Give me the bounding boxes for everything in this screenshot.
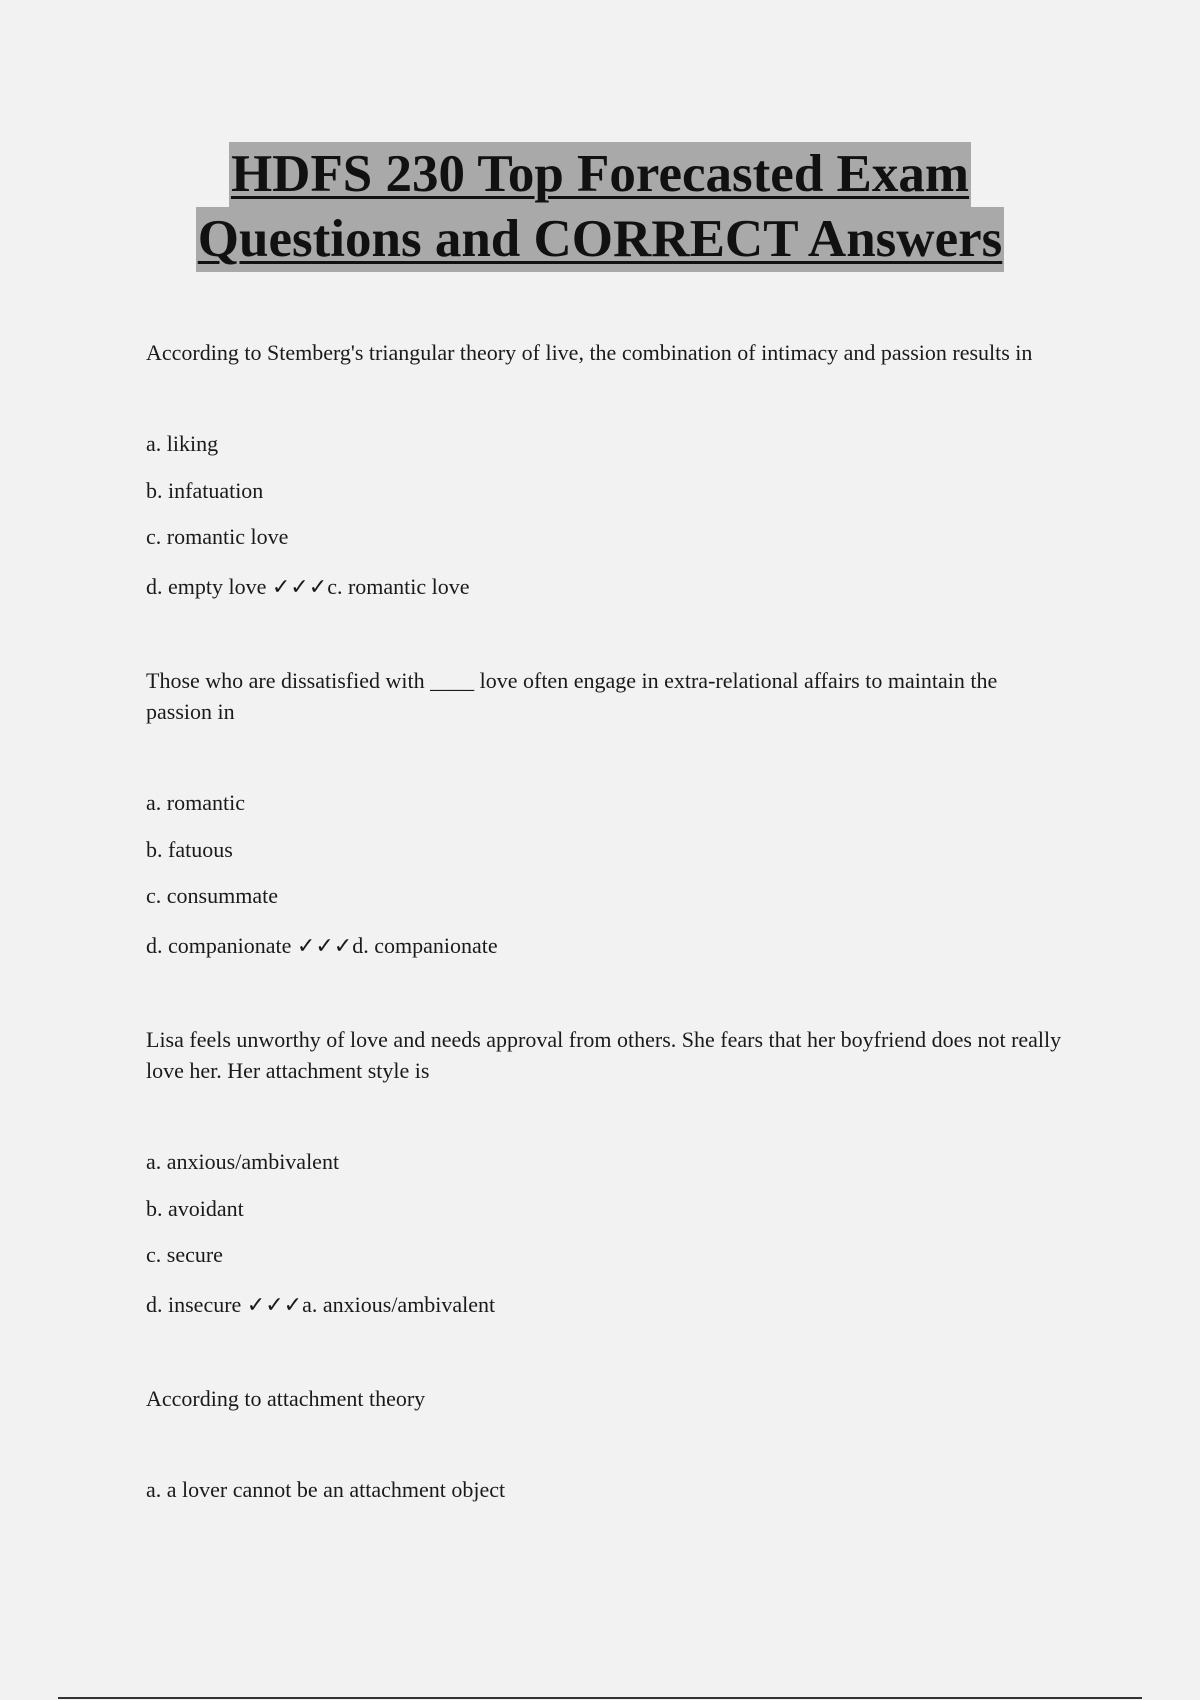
footer-divider — [58, 1697, 1142, 1699]
question-block-1 — [146, 337, 1066, 603]
option-d — [146, 1289, 1066, 1321]
page-title — [0, 142, 1200, 272]
option-c: c. romantic love — [146, 524, 289, 549]
option-d-label: d. empty love — [146, 574, 267, 599]
checkmark-icon: ✓✓✓ — [246, 1293, 303, 1318]
question-text: According to attachment theory — [146, 1386, 426, 1411]
option-d-label: d. companionate — [146, 933, 292, 958]
question-text: Those who are dissatisfied with ____ love often engage in extra-relational affairs to maintain the passion in — [146, 668, 998, 724]
correct-answer: c. romantic love — [327, 574, 470, 599]
title-line-1: HDFS 230 Top Forecasted Exam — [229, 142, 971, 207]
question-text: Lisa feels unworthy of love and needs approval from others. She fears that her boyfriend does not really love her. Her attachment style is — [146, 1027, 1062, 1083]
option-a: a. a lover cannot be an attachment object — [146, 1477, 506, 1502]
checkmark-icon: ✓✓✓ — [271, 575, 328, 600]
question-block-4 — [146, 1383, 1066, 1505]
option-list — [146, 1474, 1066, 1505]
checkmark-icon: ✓✓✓ — [296, 934, 353, 959]
option-b: b. infatuation — [146, 477, 264, 503]
option-list — [146, 1146, 1066, 1321]
question-list — [146, 337, 1066, 1567]
option-b: b. avoidant — [146, 1195, 244, 1221]
correct-answer: a. anxious/ambivalent — [302, 1292, 496, 1317]
question-text: According to Stemberg's triangular theory of live, the combination of intimacy and passion results in — [146, 340, 1033, 365]
option-b: b. fatuous — [146, 836, 233, 862]
option-list — [146, 787, 1066, 962]
option-a: a. anxious/ambivalent — [146, 1149, 340, 1174]
option-a: a. romantic — [146, 790, 245, 815]
option-c: c. consummate — [146, 883, 278, 908]
title-line-2: Questions and CORRECT Answers — [196, 207, 1005, 272]
correct-answer: d. companionate — [352, 933, 498, 958]
option-d-label: d. insecure — [146, 1292, 242, 1317]
option-d — [146, 571, 1066, 603]
option-list — [146, 428, 1066, 603]
question-block-3 — [146, 1024, 1066, 1321]
option-a: a. liking — [146, 431, 219, 456]
question-block-2 — [146, 665, 1066, 962]
option-c: c. secure — [146, 1242, 223, 1267]
option-d — [146, 930, 1066, 962]
